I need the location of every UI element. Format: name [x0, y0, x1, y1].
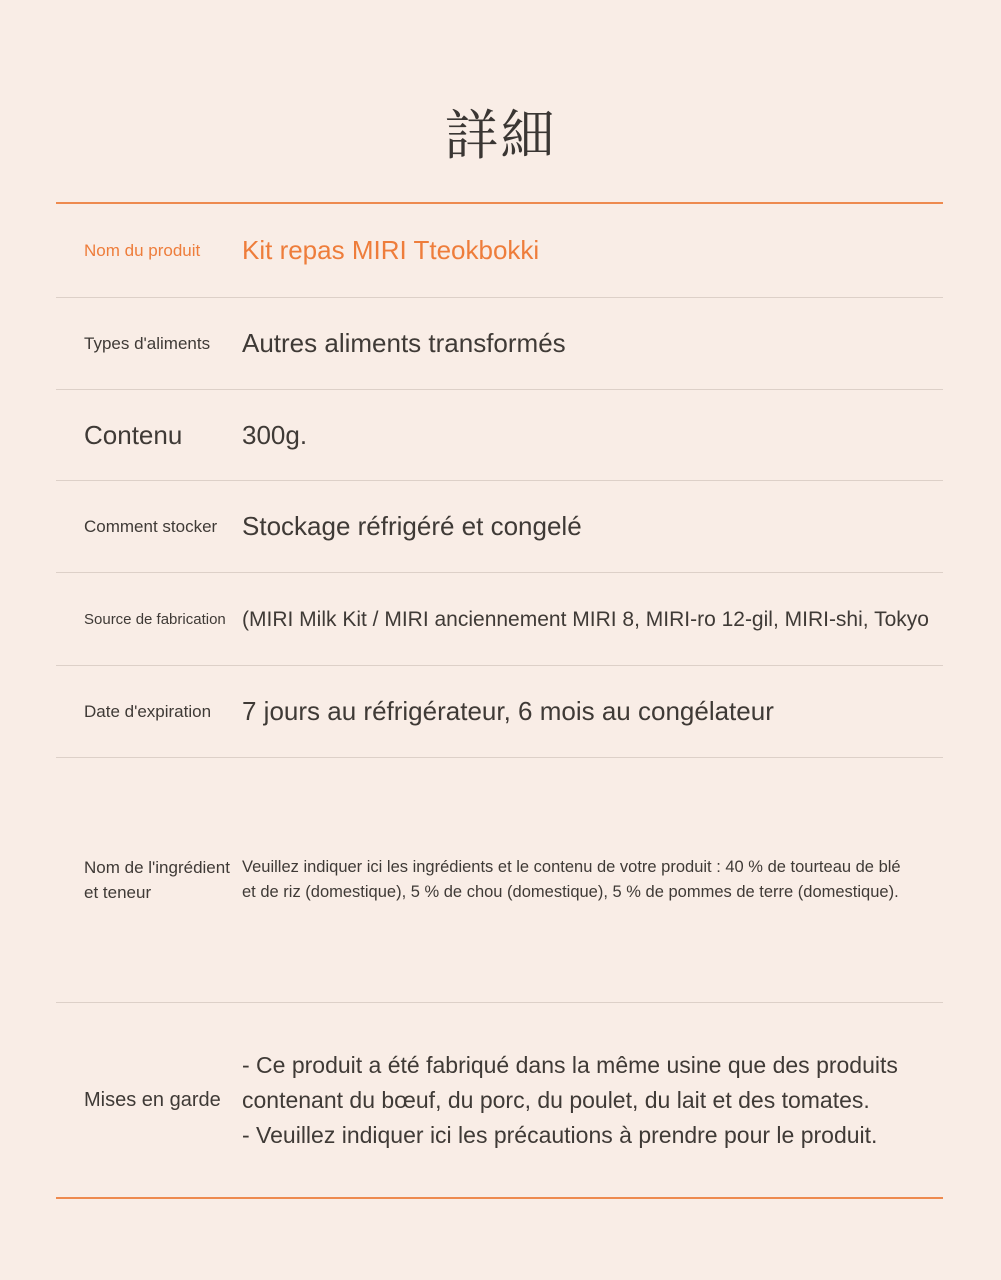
- label-storage: Comment stocker: [84, 517, 218, 536]
- label-content: Contenu: [84, 419, 183, 450]
- row-warnings: [56, 1003, 943, 1198]
- label-product-name: Nom du produit: [84, 241, 201, 260]
- value-ingredients-line: Veuillez indiquer ici les ingrédients et le contenu de votre produit : 40 % de tourteau de blé: [242, 858, 901, 876]
- label-ingredients-line: Nom de l'ingrédient: [84, 858, 230, 877]
- page-title: 詳細: [444, 104, 557, 167]
- row-food-type: [56, 298, 943, 389]
- row-content: [56, 390, 943, 480]
- value-ingredients: [242, 855, 943, 905]
- value-ingredients-line: et de riz (domestique), 5 % de chou (domestique), 5 % de pommes de terre (domestique).: [242, 883, 899, 901]
- label-expiration: Date d'expiration: [84, 702, 212, 721]
- value-product-name: Kit repas MIRI Tteokbokki: [242, 235, 540, 265]
- value-warnings-line: - Ce produit a été fabriqué dans la même usine que des produits: [242, 1052, 898, 1078]
- bottom-rule: [56, 1197, 943, 1199]
- label-ingredients-line: et teneur: [84, 883, 152, 902]
- row-manufacturing-source: [56, 573, 943, 665]
- value-warnings: [242, 1048, 943, 1153]
- value-content: 300g.: [242, 419, 308, 450]
- row-ingredients: [56, 758, 943, 1002]
- value-manufacturing-source: (MIRI Milk Kit / MIRI anciennement MIRI 8, MIRI-ro 12-gil, MIRI-shi, Tokyo: [242, 607, 929, 631]
- row-storage: [56, 481, 943, 572]
- row-product-name: [56, 204, 943, 297]
- row-expiration: [56, 666, 943, 757]
- label-ingredients: [56, 855, 242, 905]
- label-warnings: Mises en garde: [84, 1089, 221, 1111]
- value-food-type: Autres aliments transformés: [242, 328, 566, 358]
- value-storage: Stockage réfrigéré et congelé: [242, 511, 582, 541]
- value-warnings-line: contenant du bœuf, du porc, du poulet, du lait et des tomates.: [242, 1087, 870, 1113]
- value-expiration: 7 jours au réfrigérateur, 6 mois au congélateur: [242, 696, 774, 726]
- value-warnings-line: - Veuillez indiquer ici les précautions à prendre pour le produit.: [242, 1122, 878, 1148]
- label-food-type: Types d'aliments: [84, 334, 211, 353]
- label-manufacturing-source: Source de fabrication: [84, 610, 226, 628]
